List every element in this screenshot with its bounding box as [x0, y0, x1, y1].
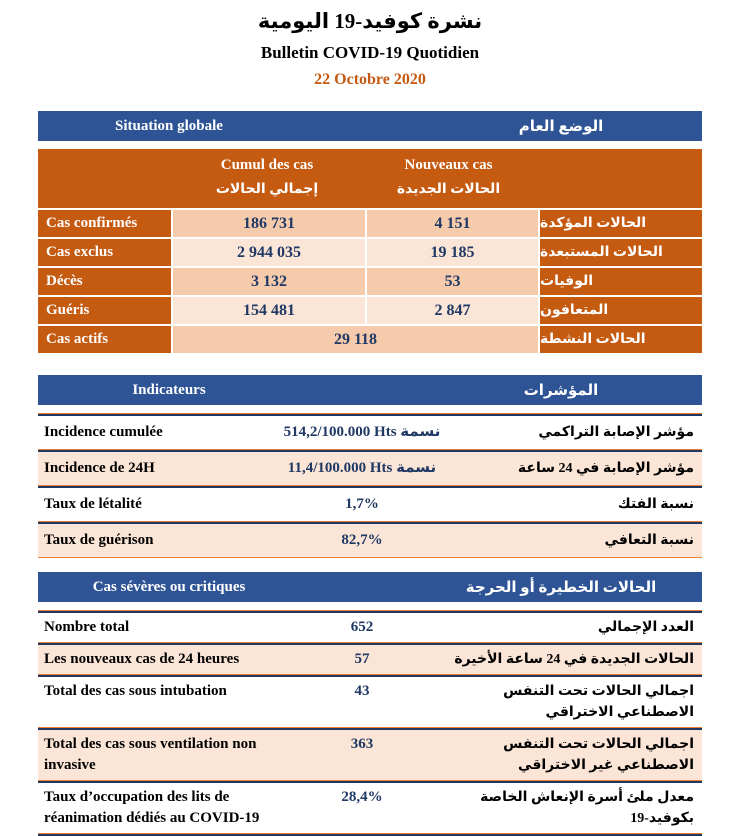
- column-header-nouveaux-fr: Nouveaux cas: [404, 157, 493, 173]
- row-nouveaux-value: 19 185: [367, 239, 538, 266]
- section-bar-severe-label-ar: الحالات الخطيرة أو الحرجة: [465, 579, 657, 596]
- severe-label-ar: العدد الإجمالي: [597, 620, 694, 635]
- indicator-row-incidence-24h: [38, 452, 702, 485]
- row-label-ar: الحالات النشطة: [540, 326, 702, 353]
- section-bar-global-label-ar: الوضع العام: [518, 118, 604, 135]
- severe-row-intubation: [38, 677, 702, 727]
- section-bar-severe-label-fr: Cas sévères ou critiques: [92, 578, 246, 595]
- column-header-nouveaux: [363, 156, 534, 199]
- severe-label-ar: اجمالي الحالات تحت التنفس الاصطناعي غير الاختراقي: [503, 737, 694, 773]
- row-cumul-value: 2 944 035: [173, 239, 365, 266]
- title-french: Bulletin COVID-19 Quotidien: [260, 43, 480, 62]
- severe-label-ar: الحالات الجديدة في 24 ساعة الأخيرة: [454, 652, 694, 667]
- row-label-ar: المتعافون: [540, 297, 702, 324]
- section-bar-global-label-fr: Situation globale: [115, 117, 223, 134]
- section-bar-severe: [38, 572, 702, 602]
- severe-row-nouveaux-24h: [38, 645, 702, 674]
- column-header-cumul-ar: إجمالي الحالات: [215, 182, 319, 197]
- indicator-label-ar: مؤشر الإصابة التراكمي: [538, 425, 694, 440]
- severe-label-fr: Taux d’occupation des lits de réanimation dédiés au COVID-19: [44, 789, 260, 826]
- severe-value: 363: [350, 736, 374, 752]
- row-cumul-value: 154 481: [173, 297, 365, 324]
- severe-label-fr: Nombre total: [44, 619, 130, 635]
- row-total-value: 29 118: [173, 326, 538, 353]
- severe-value: 652: [350, 619, 374, 635]
- indicator-label-fr: Incidence de 24H: [44, 460, 155, 476]
- table-row-gueris: [38, 297, 702, 324]
- bulletin-header: [38, 8, 702, 90]
- section-bar-indicators-label-ar: المؤشرات: [523, 382, 599, 399]
- indicator-label-ar: نسبة الفتك: [617, 497, 694, 512]
- row-label-fr: Cas exclus: [38, 239, 171, 266]
- indicator-row-incidence-cumulee: [38, 416, 702, 449]
- row-label-ar: الحالات المؤكدة: [540, 210, 702, 237]
- row-cumul-value: 186 731: [173, 210, 365, 237]
- row-label-ar: الوفيات: [540, 268, 702, 295]
- severe-value: 43: [354, 683, 370, 699]
- global-situation-table: [38, 149, 702, 353]
- row-label-fr: Cas actifs: [38, 326, 171, 353]
- row-label-fr: Décès: [38, 268, 171, 295]
- header-spacer-left: [38, 156, 171, 199]
- row-nouveaux-value: 4 151: [367, 210, 538, 237]
- indicator-value: 1,7%: [345, 496, 379, 512]
- table-row-cas-confirmes: [38, 210, 702, 237]
- divider-end: [38, 557, 702, 558]
- severe-row-occupation-lits: [38, 783, 702, 833]
- table-row-deces: [38, 268, 702, 295]
- row-label-ar: الحالات المستبعدة: [540, 239, 702, 266]
- table-row-cas-actifs: [38, 326, 702, 353]
- title-arabic: نشرة كوفيد-19 اليومية: [257, 9, 483, 33]
- indicator-value: 514,2/100.000 Hts نسمة: [283, 424, 441, 440]
- row-cumul-value: 3 132: [173, 268, 365, 295]
- header-spacer-right: [534, 156, 702, 199]
- global-table-header-row: [38, 149, 702, 208]
- severe-label-fr: Les nouveaux cas de 24 heures: [44, 651, 240, 667]
- indicator-label-ar: نسبة التعافي: [604, 533, 694, 548]
- indicators-table: [38, 413, 702, 558]
- severe-row-ventilation-non-invasive: [38, 730, 702, 780]
- indicator-row-taux-letalite: [38, 488, 702, 521]
- severe-value: 28,4%: [341, 789, 383, 805]
- severe-row-nombre-total: [38, 613, 702, 642]
- severe-label-fr: Total des cas sous ventilation non invasive: [44, 736, 257, 773]
- severe-label-ar: اجمالي الحالات تحت التنفس الاصطناعي الاختراقي: [503, 684, 694, 720]
- column-header-nouveaux-ar: الحالات الجديدة: [396, 182, 501, 197]
- indicator-value: 11,4/100.000 Hts نسمة: [287, 460, 437, 476]
- severe-label-fr: Total des cas sous intubation: [44, 683, 227, 699]
- indicator-value: 82,7%: [341, 532, 383, 548]
- table-row-cas-exclus: [38, 239, 702, 266]
- indicator-label-fr: Incidence cumulée: [44, 424, 163, 440]
- severe-cases-table: [38, 610, 702, 836]
- row-label-fr: Cas confirmés: [38, 210, 171, 237]
- section-bar-indicators: [38, 375, 702, 405]
- severe-value: 57: [354, 651, 370, 667]
- section-bar-global: [38, 111, 702, 141]
- section-bar-indicators-label-fr: Indicateurs: [132, 381, 206, 398]
- indicator-label-fr: Taux de guérison: [44, 532, 154, 548]
- row-nouveaux-value: 53: [367, 268, 538, 295]
- indicator-label-ar: مؤشر الإصابة في 24 ساعة: [517, 461, 694, 476]
- bulletin-date: 22 Octobre 2020: [314, 71, 426, 88]
- row-label-fr: Guéris: [38, 297, 171, 324]
- column-header-cumul: [171, 156, 363, 199]
- indicator-row-taux-guerison: [38, 524, 702, 557]
- column-header-cumul-fr: Cumul des cas: [220, 157, 314, 173]
- indicator-label-fr: Taux de létalité: [44, 496, 142, 512]
- severe-label-ar: معدل ملئ أسرة الإنعاش الخاصة بكوفيد-19: [480, 790, 694, 826]
- row-nouveaux-value: 2 847: [367, 297, 538, 324]
